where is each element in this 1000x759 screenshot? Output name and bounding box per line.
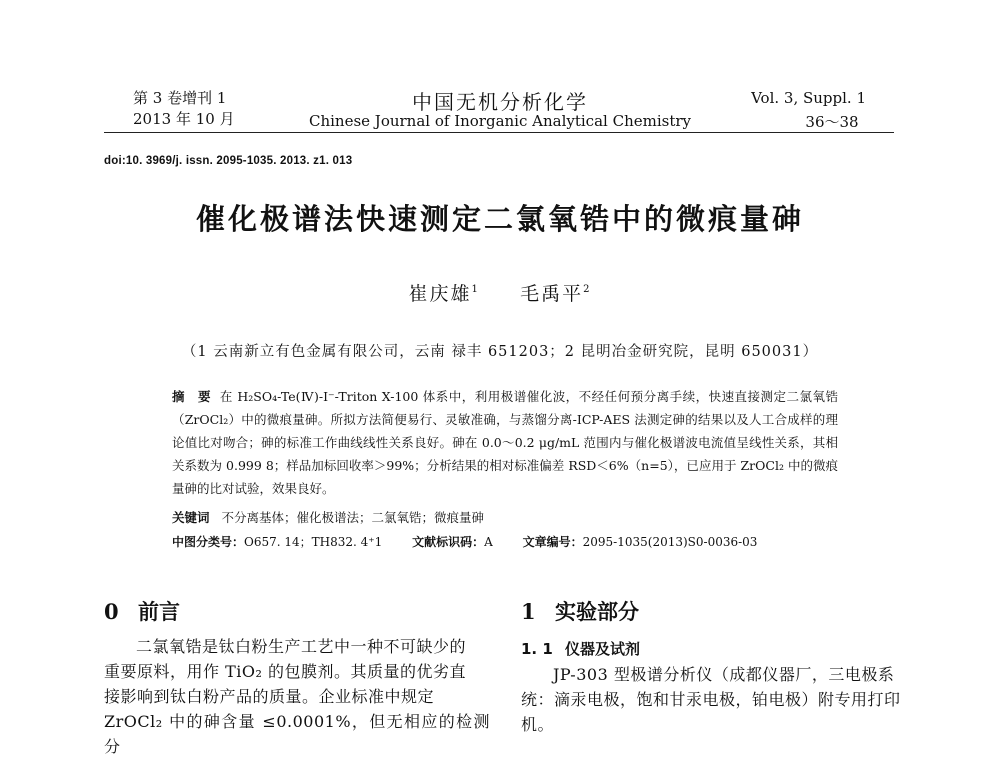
section-number: 0 [104,599,119,624]
doc-code-label: 文献标识码： [412,535,485,549]
doc-code-value: A [484,535,493,549]
journal-title-en: Chinese Journal of Inorganic Analytical Chemistry [308,112,692,130]
author-affiliation-mark: 2 [583,284,592,295]
section-heading-experimental [521,596,639,626]
author-name: 崔庆雄 [408,283,472,305]
clc-label: 中图分类号： [172,535,245,549]
classification-line [172,533,783,550]
author-affiliation-mark: 1 [471,284,480,295]
keywords-text: 不分离基体；催化极谱法；二氯氧锆；微痕量砷 [221,510,484,525]
volume-issue-en: Vol. 3, Suppl. 1 [751,89,866,107]
author-list [0,279,1000,306]
doi: doi:10. 3969/j. issn. 2095-1035. 2013. z1. 013 [104,155,353,167]
text-line: ZrOCl₂ 中的砷含量 ≤0.0001%，但无相应的检测分 [104,712,490,756]
section-heading-introduction [104,596,180,626]
section-number: 1 [521,599,536,624]
keywords-label: 关键词 [172,510,210,525]
text-line: 机。 [521,715,555,734]
abstract-label: 摘 要 [172,389,211,404]
page-range: 36～38 [805,113,859,131]
volume-issue-cn: 第 3 卷增刊 1 [133,89,227,107]
text-line: 重要原料，用作 TiO₂ 的包膜剂。其质量的优劣直 [104,662,466,681]
author-name: 毛禹平 [520,283,584,305]
section-title: 实验部分 [555,600,639,624]
subsection-heading [521,638,640,659]
abstract [172,385,838,500]
subsection-number: 1. 1 [521,640,553,658]
text-line: 接影响到钛白粉产品的质量。企业标准中规定 [104,687,435,706]
subsection-title: 仪器及试剂 [565,640,641,658]
text-line: 二氯氧锆是钛白粉生产工艺中一种不可缺少的 [136,637,467,656]
introduction-text [104,634,490,759]
article-id-label: 文章编号： [522,535,583,549]
text-line: JP-303 型极谱分析仪（成都仪器厂，三电极系 [553,665,895,684]
abstract-text: 在 H₂SO₄-Te(Ⅳ)-I⁻-Triton X-100 体系中，利用极谱催化波，不经任何预分离手续，快速直接测定二氯氧锆（ZrOCl₂）中的微痕量砷。所拟方法简便易行、灵敏准确，与蒸馏分离-ICP-AES 法测定砷的结果以及人工合成样的理论值比对吻合；砷的标准工作曲线线性关系良好。砷在 0.0～0.2 μg/mL 范围内与催化极谱波电流值呈线性关系，其相关系数为 0.999 8；样品加标回收率＞99%；分析结果的相对标准偏差 RSD＜6%（n=5），已应用于 ZrOCl₂ 中的微痕量砷的比对试验，效果良好。 [172,389,838,496]
section-title: 前言 [138,600,180,624]
clc-value: O657. 14；TH832. 4⁺1 [244,535,383,549]
journal-title-cn: 中国无机分析化学 [412,90,588,114]
affiliation: （1 云南新立有色金属有限公司，云南 禄丰 651203；2 昆明冶金研究院，昆明 650031） [181,344,819,360]
publication-date: 2013 年 10 月 [133,110,235,128]
text-line: 统：滴汞电极，饱和甘汞电极，铂电极）附专用打印 [521,690,901,709]
article-id-value: 2095-1035(2013)S0-0036-03 [582,535,758,549]
header-rule [104,132,894,133]
keywords [172,508,484,526]
paper-title: 催化极谱法快速测定二氯氧锆中的微痕量砷 [195,202,804,236]
